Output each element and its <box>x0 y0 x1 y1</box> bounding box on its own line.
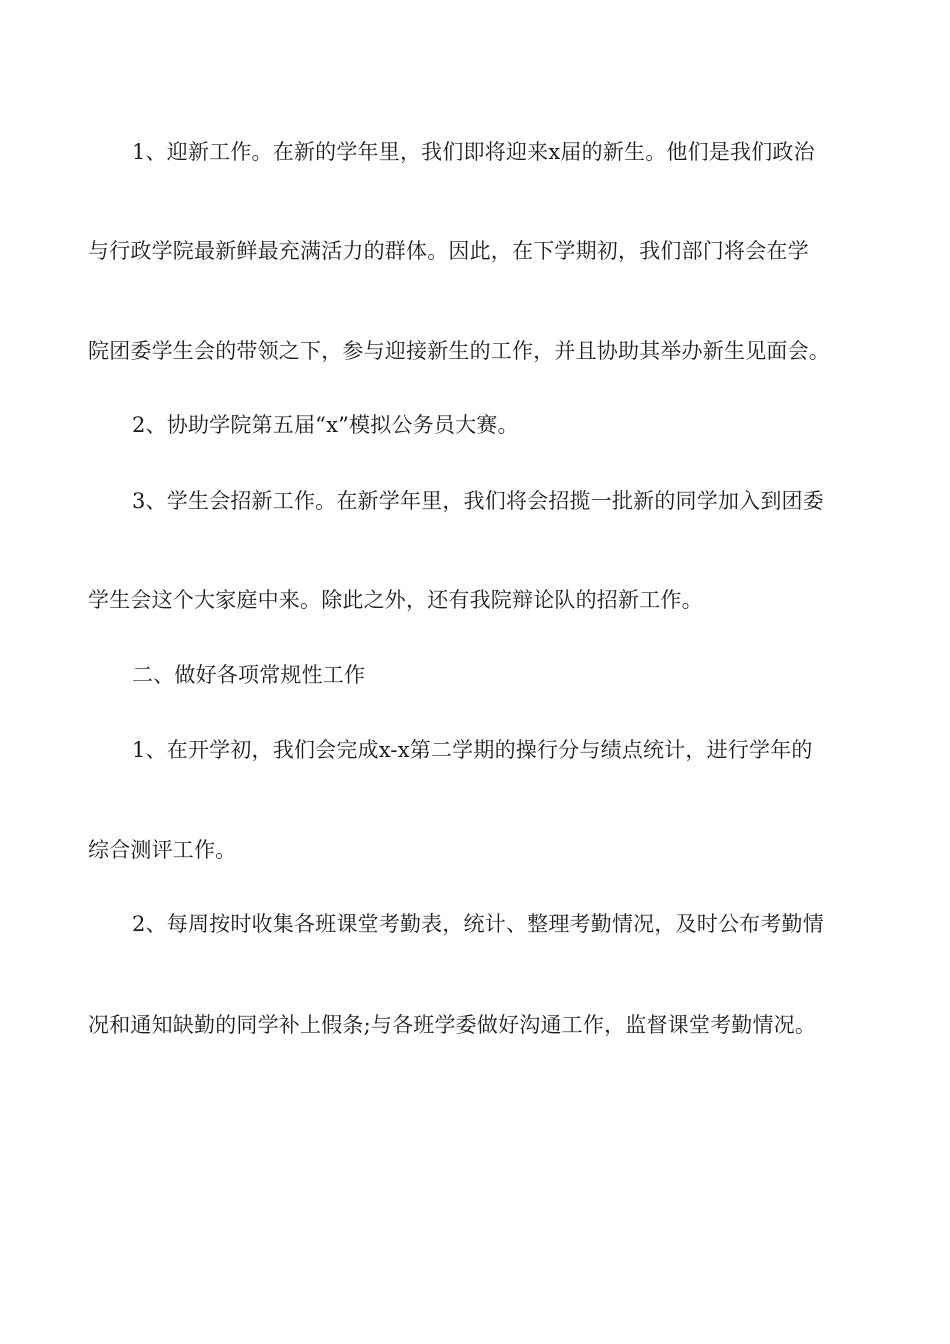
paragraph-line: 1、在开学初，我们会完成x-x第二学期的操行分与绩点统计，进行学年的 <box>132 738 813 762</box>
paragraph-line: 与行政学院最新鲜最充满活力的群体。因此，在下学期初，我们部门将会在学 <box>88 239 809 263</box>
paragraph-line: 院团委学生会的带领之下，参与迎接新生的工作，并且协助其举办新生见面会。 <box>88 339 830 363</box>
paragraph-line: 2、协助学院第五届“x”模拟公务员大赛。 <box>132 413 519 437</box>
paragraph-line: 综合测评工作。 <box>88 838 237 862</box>
paragraph-line: 学生会这个大家庭中来。除此之外，还有我院辩论队的招新工作。 <box>88 588 703 612</box>
section-heading: 二、做好各项常规性工作 <box>132 663 366 687</box>
paragraph-line: 2、每周按时收集各班课堂考勤表，统计、整理考勤情况，及时公布考勤情 <box>132 912 824 936</box>
paragraph-line: 况和通知缺勤的同学补上假条;与各班学委做好沟通工作，监督课堂考勤情况。 <box>88 1013 817 1037</box>
paragraph-line: 1、迎新工作。在新的学年里，我们即将迎来x届的新生。他们是我们政治 <box>132 140 815 164</box>
paragraph-line: 3、学生会招新工作。在新学年里，我们将会招揽一批新的同学加入到团委 <box>132 489 824 513</box>
